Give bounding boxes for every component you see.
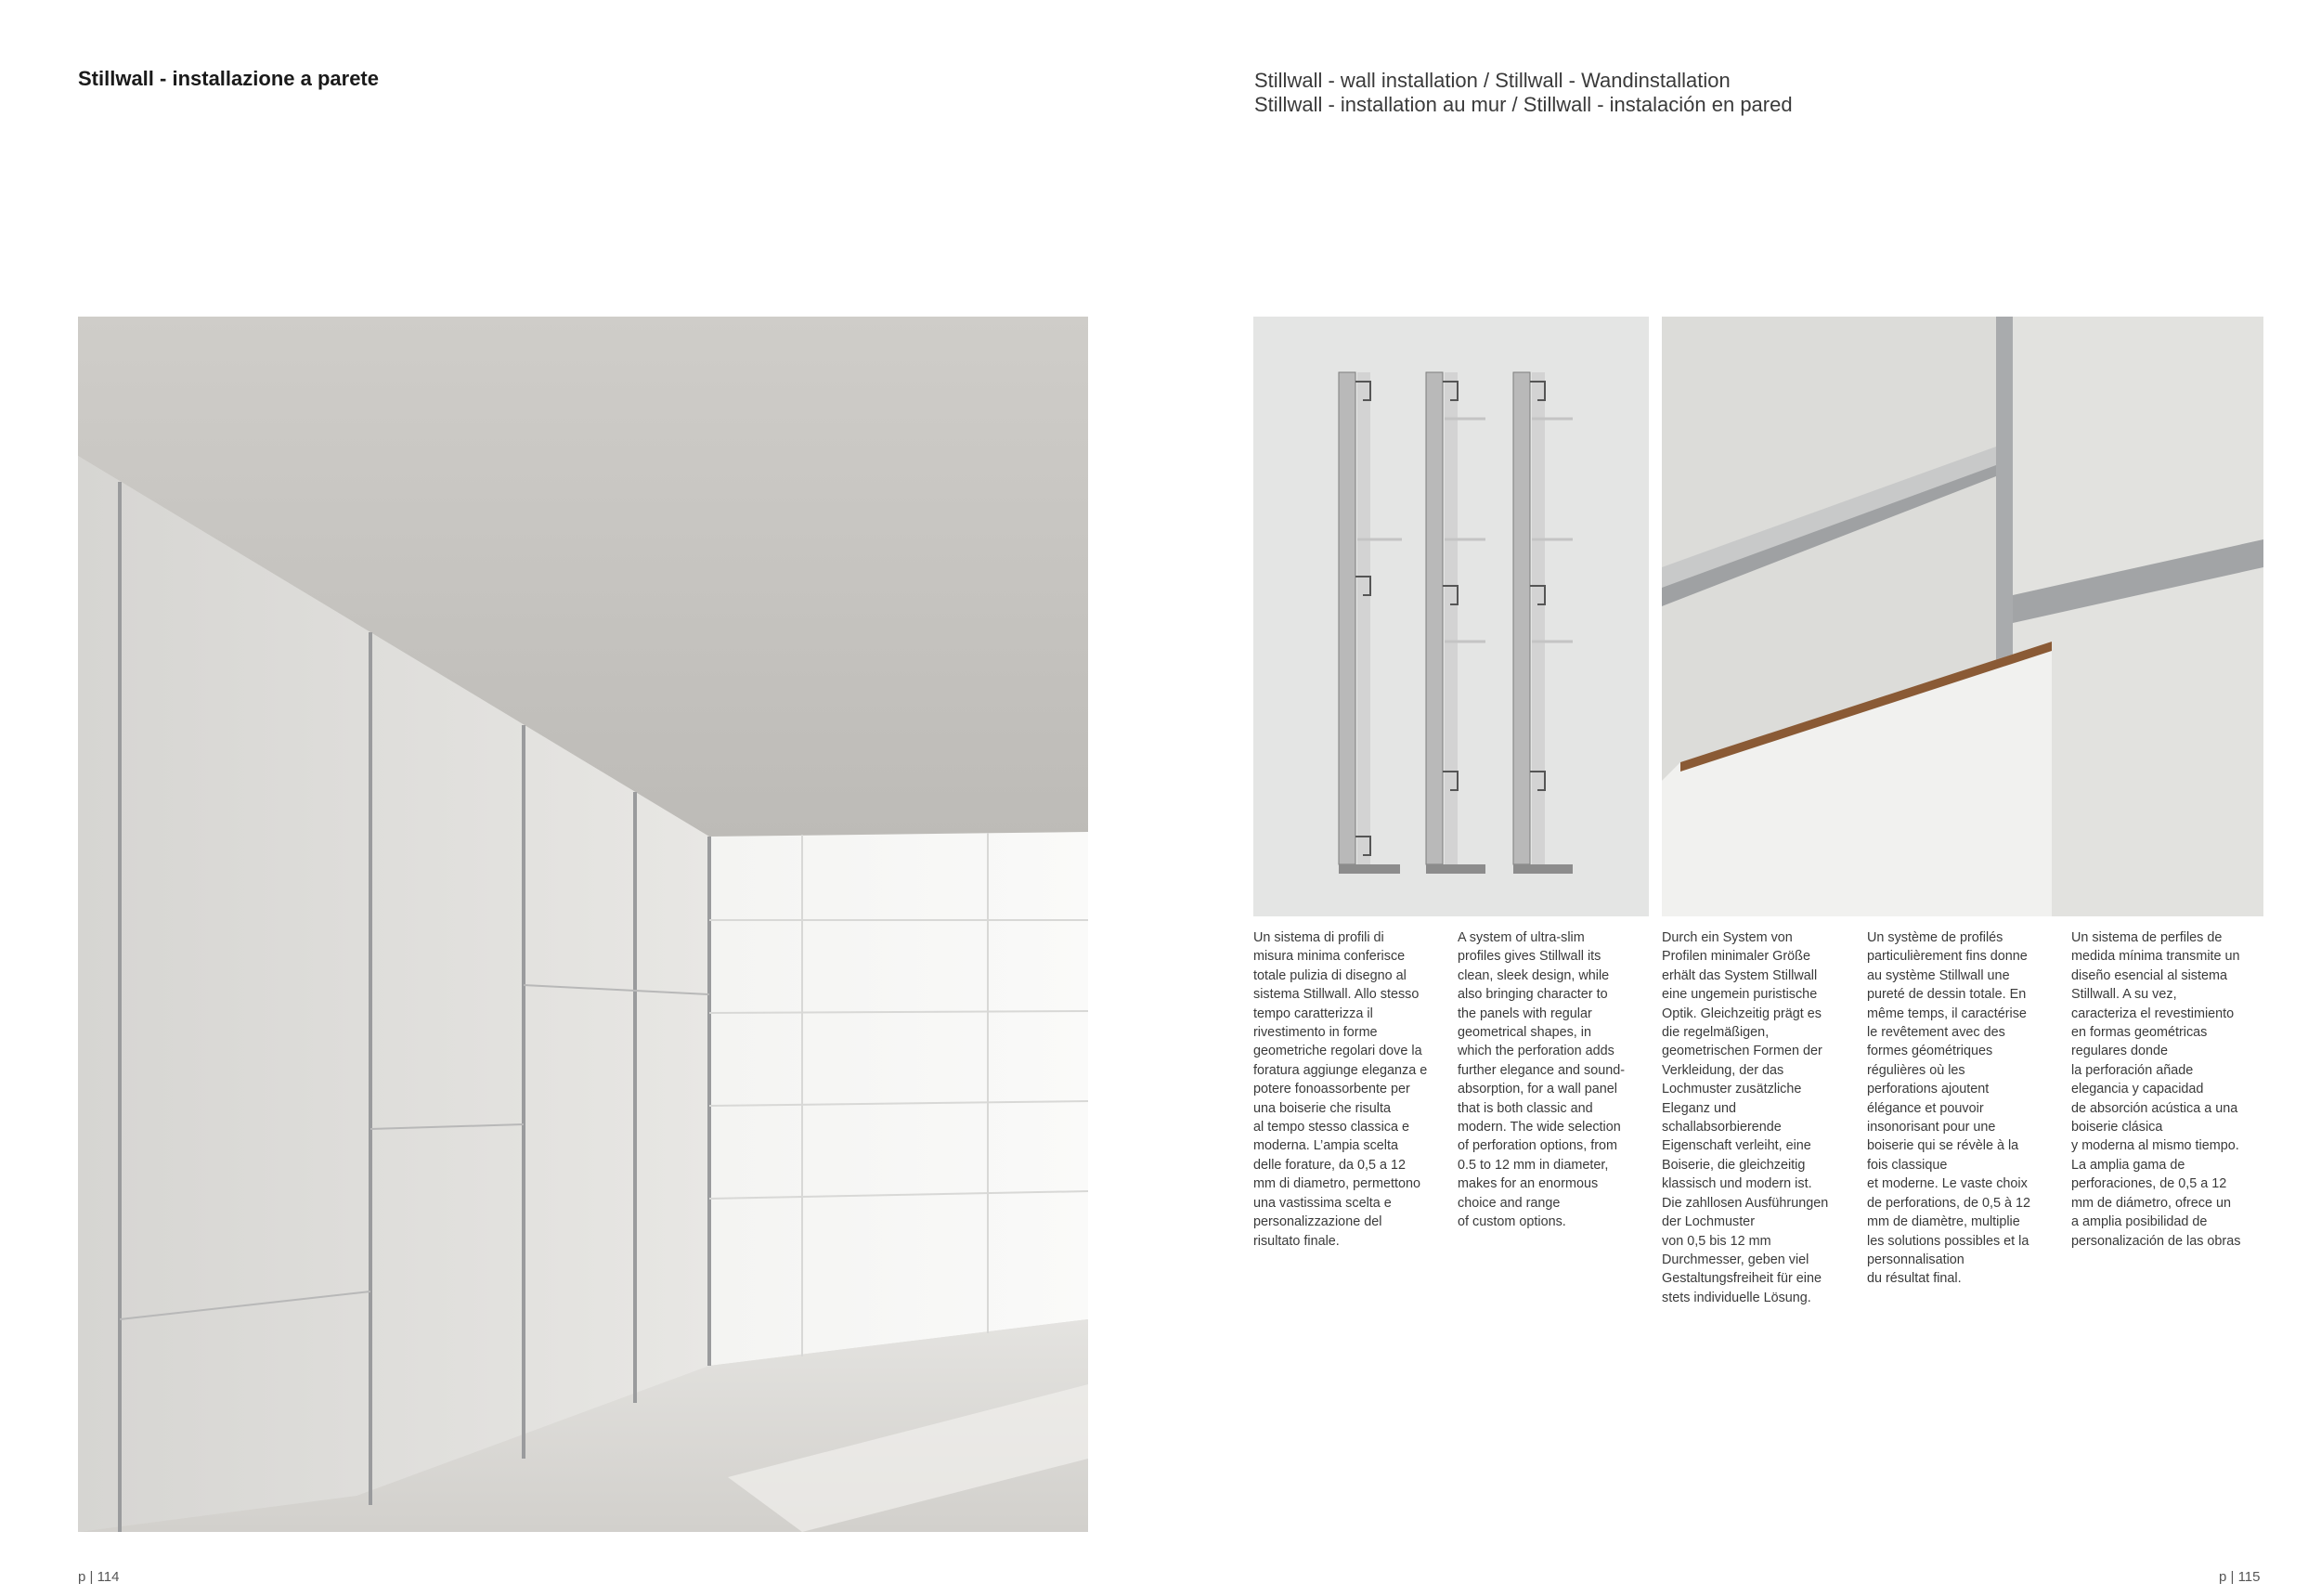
description-english: A system of ultra-slim profiles gives Stillwall its clean, sleek design, while also bringing character to the panels with regular geometrical shapes, in which the perforation adds further elegance and sound- absorption, for a wall panel that is both classic and modern. The wide selection of perforation options, from 0.5 to 12 mm in diameter, makes for an enormous choice and range of custom options.	[1458, 930, 1626, 1230]
page-number-left: p | 114	[78, 1569, 120, 1585]
profile-detail-photo	[1662, 317, 2263, 916]
description-german: Durch ein System von Profilen minimaler Größe erhält das System Stillwall eine ungemein puristische Optik. Gleichzeitig prägt es die regelmäßigen, geometrischen Formen der Verkleidung, der das Lochmuster zusätzliche Eleganz und schallabsorbierende Eigenschaft verleiht, eine Boiserie, die gleichzeitig klassisch und modern ist. Die zahllosen Ausführungen der Lochmuster von 0,5 bis 12 mm Durchmesser, geben viel Gestaltungsfreiheit für eine stets individuelle Lösung.	[1662, 930, 1829, 1305]
title-line-fr-es: Stillwall - installation au mur / Stillwall - instalación en pared	[1254, 93, 1793, 116]
description-spanish: Un sistema de perfiles de medida mínima transmite un diseño esencial al sistema Stillwall. A su vez, caracteriza el revestimiento en formas geométricas regulares donde la perforación añade elegancia y capacidad de absorción acústica a una boiserie clásica y moderna al mismo tiempo. La amplia gama de perforaciones, de 0,5 a 12 mm de diámetro, ofrece un a amplia posibilidad de personalización de las obras	[2071, 930, 2241, 1249]
profile-section-diagram	[1253, 317, 1649, 916]
page-title-italian: Stillwall - installazione a parete	[78, 67, 379, 90]
interior-photo	[78, 317, 1088, 1532]
page-number-right: p | 115	[2219, 1569, 2261, 1585]
description-french: Un système de profilés particulièrement fins donne au système Stillwall une pureté de dessin totale. En même temps, il caractérise le revêtement avec des formes géométriques régulières où les perforations ajoutent élégance et pouvoir insonorisant pour une boiserie qui se révèle à la fois classique et moderne. Le vaste choix de perforations, de 0,5 à 12 mm de diamètre, multiplie les solutions possibles et la personnalisation du résultat final.	[1867, 930, 2031, 1287]
title-line-en-de: Stillwall - wall installation / Stillwall - Wandinstallation	[1254, 69, 1731, 92]
page-title-translations	[1254, 69, 1793, 117]
description-italian: Un sistema di profili di misura minima conferisce totale pulizia di disegno al sistema Stillwall. Allo stesso tempo caratterizza il rivestimento in forme geometriche regolari dove la foratura aggiunge eleganza e potere fonoassorbente per una boiserie che risulta al tempo stesso classica e moderna. L’ampia scelta delle forature, da 0,5 a 12 mm di diametro, permettono una vastissima scelta e personalizzazione del risultato finale.	[1253, 930, 1428, 1249]
